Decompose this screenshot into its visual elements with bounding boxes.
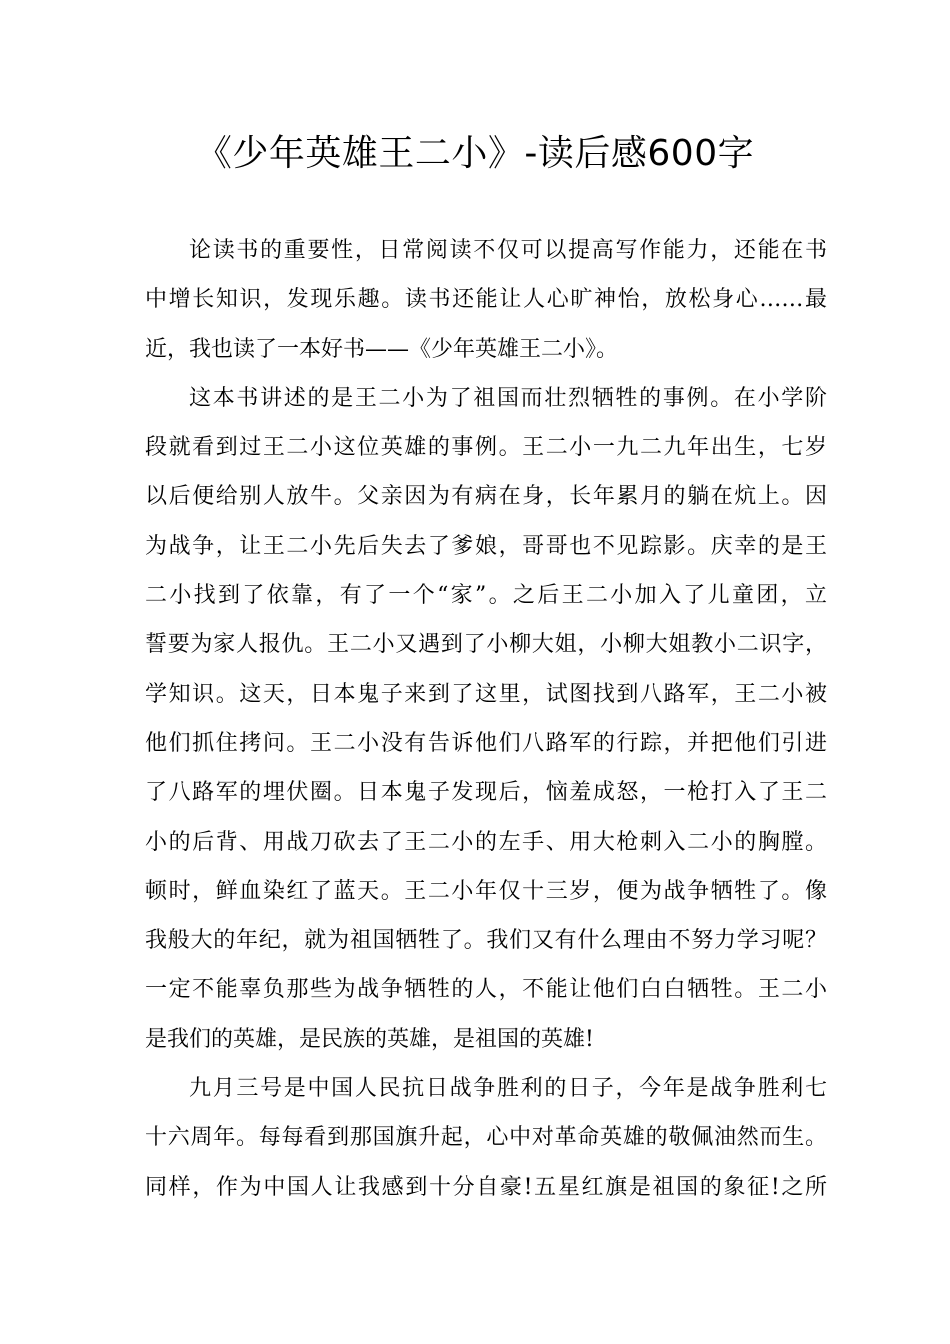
text-line: 九月三号是中国人民抗日战争胜利的日子，今年是战争胜利七: [189, 1076, 827, 1102]
document-title: 《少年英雄王二小》-读后感600字: [195, 133, 755, 174]
text-line: 学知识。这天，日本鬼子来到了这里，试图找到八路军，王二小被: [145, 681, 827, 707]
document-body: [145, 226, 827, 1212]
text-line: 为战争，让王二小先后失去了爹娘，哥哥也不见踪影。庆幸的是王: [145, 533, 827, 559]
text-line: 段就看到过王二小这位英雄的事例。王二小一九二九年出生，七岁: [145, 435, 827, 461]
text-line: 二小找到了依靠，有了一个“家”。之后王二小加入了儿童团，立: [145, 583, 827, 609]
text-line: 顿时，鲜血染红了蓝天。王二小年仅十三岁，便为战争牺牲了。像: [145, 878, 827, 904]
paragraph-2: [145, 374, 827, 1064]
text-line: 以后便给别人放牛。父亲因为有病在身，长年累月的躺在炕上。因: [145, 484, 827, 510]
text-line: 一定不能辜负那些为战争牺牲的人，不能让他们白白牺牲。王二小: [145, 977, 827, 1003]
text-line: 了八路军的埋伏圈。日本鬼子发现后，恼羞成怒，一枪打入了王二: [145, 780, 827, 806]
text-line: 是我们的英雄，是民族的英雄，是祖国的英雄!: [145, 1026, 594, 1052]
text-line: 这本书讲述的是王二小为了祖国而壮烈牺牲的事例。在小学阶: [189, 385, 827, 411]
text-line: 我般大的年纪，就为祖国牺牲了。我们又有什么理由不努力学习呢？: [145, 928, 827, 954]
text-line: 同样，作为中国人让我感到十分自豪!五星红旗是祖国的象征!之所: [145, 1174, 827, 1200]
text-line: 他们抓住拷问。王二小没有告诉他们八路军的行踪，并把他们引进: [145, 730, 827, 756]
paragraph-1: [145, 226, 827, 374]
text-line: 十六周年。每每看到那国旗升起，心中对革命英雄的敬佩油然而生。: [145, 1125, 827, 1151]
text-line: 誓要为家人报仇。王二小又遇到了小柳大姐，小柳大姐教小二识字，: [145, 632, 827, 658]
text-line: 小的后背、用战刀砍去了王二小的左手、用大枪刺入二小的胸膛。: [145, 829, 827, 855]
text-line: 中增长知识，发现乐趣。读书还能让人心旷神怡，放松身心……最: [145, 287, 827, 313]
text-line: 论读书的重要性，日常阅读不仅可以提高写作能力，还能在书: [189, 238, 827, 263]
paragraph-3: [145, 1064, 827, 1212]
text-line: 近，我也读了一本好书——《少年英雄王二小》。: [145, 336, 619, 362]
